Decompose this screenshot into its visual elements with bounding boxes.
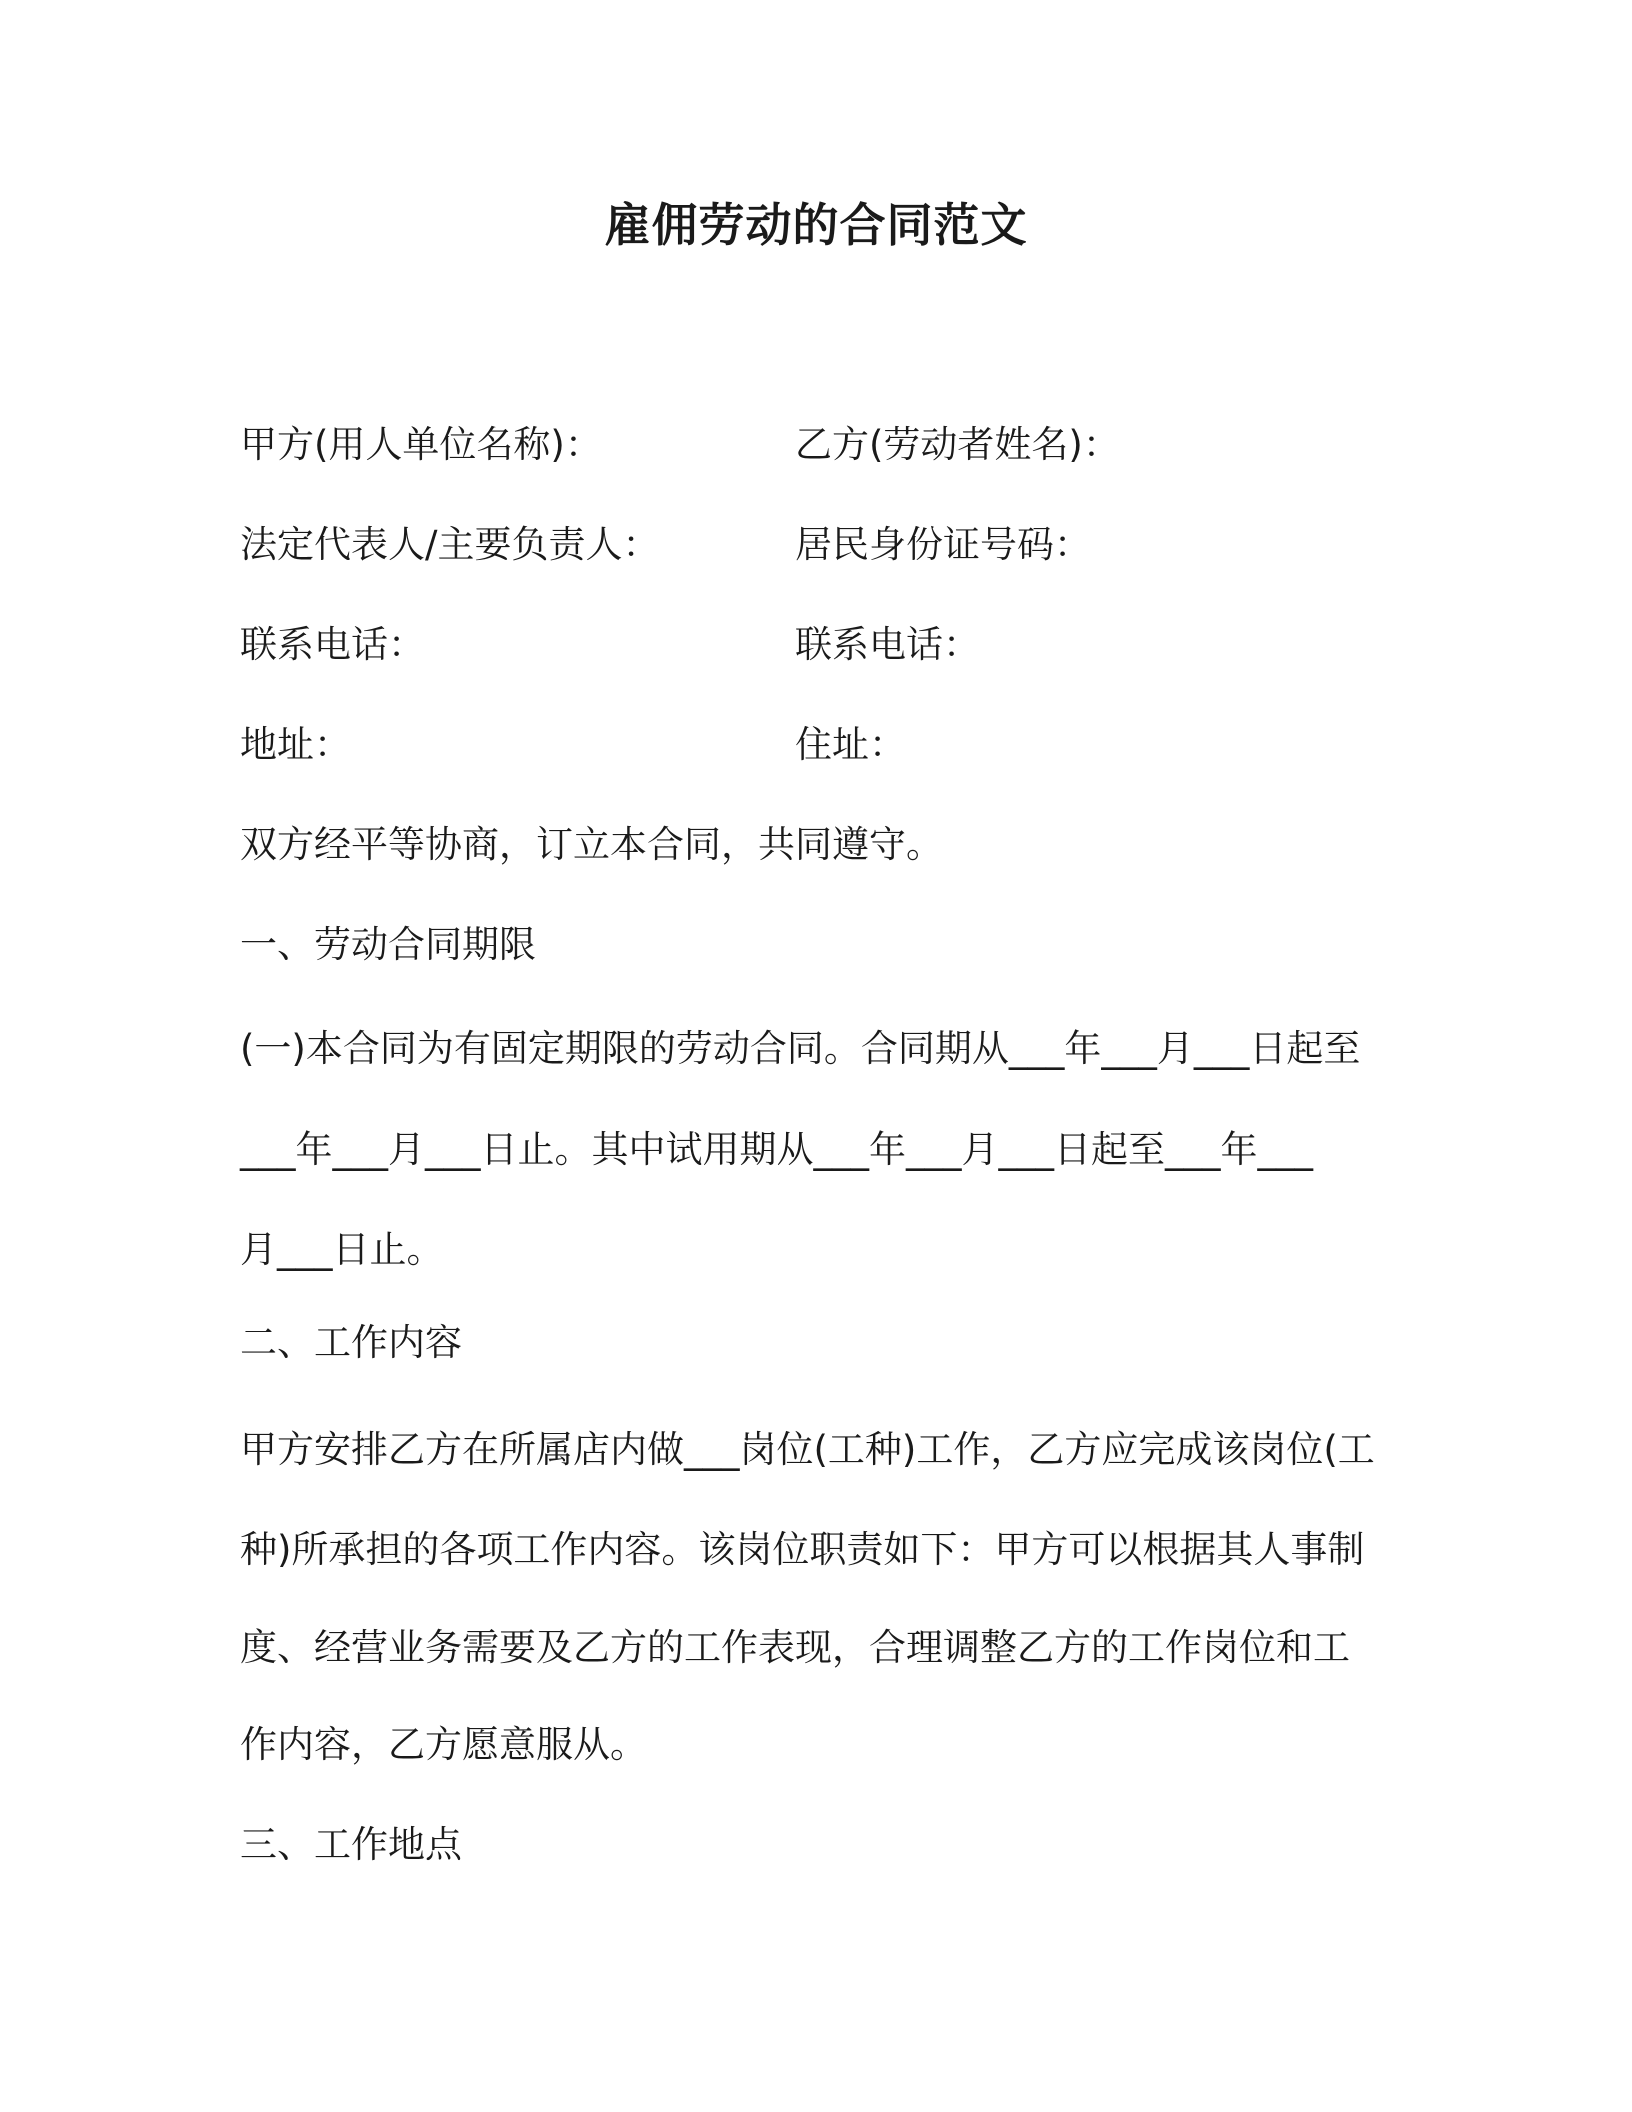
- section-2-line-3: 度、经营业务需要及乙方的工作表现，合理调整乙方的工作岗位和工: [240, 1626, 1350, 1669]
- party-b-address-label: 住址：: [795, 723, 906, 766]
- party-b-name-label: 乙方(劳动者姓名)：: [795, 423, 1120, 466]
- party-b-id-number-label: 居民身份证号码：: [795, 523, 1091, 566]
- intro-paragraph: 双方经平等协商，订立本合同，共同遵守。: [240, 823, 943, 866]
- document-title: 雇佣劳动的合同范文: [604, 198, 1028, 252]
- section-2-line-1: 甲方安排乙方在所属店内做___岗位(工种)工作，乙方应完成该岗位(工: [240, 1428, 1375, 1471]
- section-2-heading: 二、工作内容: [240, 1321, 462, 1364]
- party-a-name-label: 甲方(用人单位名称)：: [240, 423, 602, 466]
- section-1-heading: 一、劳动合同期限: [240, 923, 536, 966]
- section-1-line-2: ___年___月___日止。其中试用期从___年___月___日起至___年___: [240, 1128, 1313, 1171]
- party-row-name: [240, 415, 1390, 475]
- party-row-address: [240, 715, 1390, 775]
- party-b-phone-label: 联系电话：: [795, 623, 980, 666]
- section-1-line-3: 月___日止。: [240, 1228, 444, 1271]
- party-a-representative-label: 法定代表人/主要负责人：: [240, 523, 660, 566]
- section-2-line-2: 种)所承担的各项工作内容。该岗位职责如下：甲方可以根据其人事制: [240, 1528, 1365, 1571]
- section-1-line-1: (一)本合同为有固定期限的劳动合同。合同期从___年___月___日起至: [240, 1027, 1361, 1070]
- section-2-line-4: 作内容，乙方愿意服从。: [240, 1723, 647, 1766]
- party-row-phone: [240, 615, 1390, 675]
- party-row-representative: [240, 515, 1390, 575]
- party-a-address-label: 地址：: [240, 723, 351, 766]
- party-a-phone-label: 联系电话：: [240, 623, 425, 666]
- section-3-heading: 三、工作地点: [240, 1823, 462, 1866]
